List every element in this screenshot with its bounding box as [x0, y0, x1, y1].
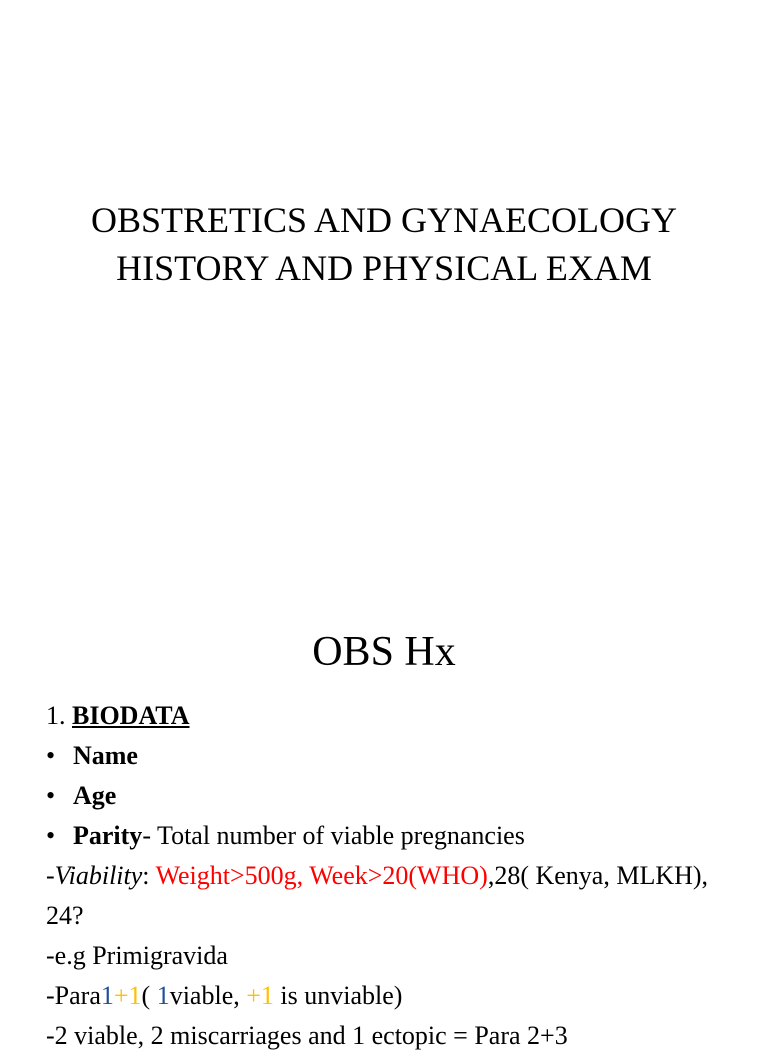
- bullet-name: [46, 736, 746, 776]
- bullet-age-label: Age: [73, 781, 117, 810]
- example-line: -e.g Primigravida: [46, 941, 228, 970]
- bullet-icon: •: [46, 741, 56, 770]
- viability-prefix: -: [46, 861, 55, 890]
- section-number: 1.: [46, 701, 72, 730]
- para-p4: is unviable): [273, 981, 403, 1010]
- viability-rest: ,28( Kenya, MLKH), 24?: [46, 861, 709, 930]
- para-n4: +1: [246, 981, 274, 1010]
- section-heading: BIODATA: [72, 701, 190, 730]
- bullet-parity: [46, 816, 746, 856]
- parity-label: Parity: [73, 821, 143, 850]
- viability-line: [46, 856, 746, 936]
- cutoff-line: -2 viable, 2 miscarriages and 1 ectopic = Para 2+3: [46, 1021, 568, 1050]
- viability-colon: :: [142, 861, 156, 890]
- para-n3: 1: [156, 981, 170, 1010]
- bullet-icon: •: [46, 781, 56, 810]
- title-line-2: HISTORY AND PHYSICAL EXAM: [116, 248, 652, 288]
- presentation-title: [0, 196, 768, 292]
- viability-label: Viability: [54, 861, 143, 890]
- section-heading-line: [46, 696, 746, 736]
- slide-obs-history: [0, 576, 768, 1050]
- para-p3: viable,: [169, 981, 247, 1010]
- para-p1: -Para: [46, 981, 101, 1010]
- parity-text: - Total number of viable pregnancies: [142, 821, 525, 850]
- bullet-age: [46, 776, 746, 816]
- bullet-name-label: Name: [73, 741, 138, 770]
- para-p2: (: [141, 981, 157, 1010]
- para-n2: +1: [113, 981, 142, 1010]
- slide-title: OBS Hx: [312, 629, 456, 675]
- title-line-1: OBSTRETICS AND GYNAECOLOGY: [90, 200, 678, 240]
- para-line: [46, 976, 746, 1016]
- bullet-icon: •: [46, 821, 56, 850]
- slide-content: [46, 696, 746, 1056]
- viability-criteria: Weight>500g, Week>20(WHO): [155, 861, 488, 890]
- para-n1: 1: [100, 981, 114, 1010]
